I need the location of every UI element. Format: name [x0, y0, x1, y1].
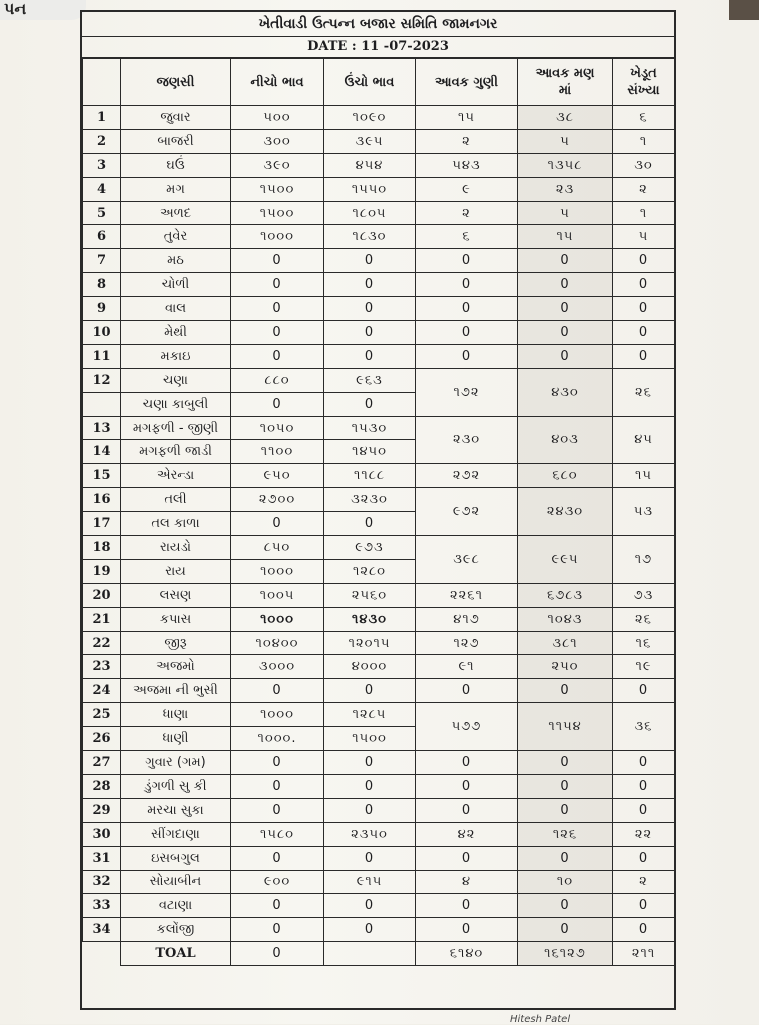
min-price: 0 — [231, 751, 324, 775]
total-arrival-maund: ૧૬૧૨૭ — [518, 942, 613, 966]
max-price: ૩૨૩૦ — [324, 488, 416, 512]
max-price: ૧૨૮૦ — [324, 559, 416, 583]
arrival-bags: 0 — [416, 894, 518, 918]
row-number: 10 — [83, 321, 121, 345]
row-number: 9 — [83, 297, 121, 321]
farmer-count: 0 — [613, 321, 675, 345]
min-price: 0 — [231, 321, 324, 345]
commodity-name: ચણા — [121, 368, 231, 392]
min-price: 0 — [231, 774, 324, 798]
arrival-bags: ૫૭૭ — [416, 703, 518, 751]
arrival-maund: 0 — [518, 894, 613, 918]
table-row — [83, 344, 675, 368]
commodity-name: મકાઇ — [121, 344, 231, 368]
farmer-count: 0 — [613, 918, 675, 942]
min-price: ૧૫૮૦ — [231, 822, 324, 846]
table-row — [83, 774, 675, 798]
row-number: 2 — [83, 129, 121, 153]
min-price: ૩૯૦ — [231, 153, 324, 177]
table-row — [83, 536, 675, 560]
row-number: 22 — [83, 631, 121, 655]
arrival-maund: 0 — [518, 321, 613, 345]
max-price: ૧૨૦૧૫ — [324, 631, 416, 655]
row-number: 28 — [83, 774, 121, 798]
row-number: 23 — [83, 655, 121, 679]
row-number: 24 — [83, 679, 121, 703]
min-price: ૧૦૦૦ — [231, 607, 324, 631]
max-price: ૩૯૫ — [324, 129, 416, 153]
max-price: 0 — [324, 249, 416, 273]
min-price: 0 — [231, 392, 324, 416]
table-row — [83, 703, 675, 727]
commodity-name: ડુંગળી સુ કી — [121, 774, 231, 798]
min-price: ૧૧૦૦ — [231, 440, 324, 464]
max-price: 0 — [324, 894, 416, 918]
farmer-count: 0 — [613, 344, 675, 368]
farmer-count: ૨૬ — [613, 368, 675, 416]
commodity-name: રાયડો — [121, 536, 231, 560]
farmers-header — [613, 59, 675, 106]
arrival-maund: ૯૯૫ — [518, 536, 613, 584]
arrival-bags: 0 — [416, 846, 518, 870]
arrival-maund: ૬૭૮૩ — [518, 583, 613, 607]
arrival-maund: 0 — [518, 846, 613, 870]
min-price: ૨૭૦૦ — [231, 488, 324, 512]
min-price: ૧૦૦૫ — [231, 583, 324, 607]
arrival-maund: 0 — [518, 273, 613, 297]
row-number: 25 — [83, 703, 121, 727]
row-number: 20 — [83, 583, 121, 607]
arrival-maund: ૩૮ — [518, 106, 613, 130]
row-number: 18 — [83, 536, 121, 560]
min-price: 0 — [231, 273, 324, 297]
min-price: ૧૦૦૦ — [231, 559, 324, 583]
max-price: 0 — [324, 344, 416, 368]
farmers-header-line2: સંખ્યા — [627, 83, 660, 98]
row-number: 31 — [83, 846, 121, 870]
total-max-price — [324, 942, 416, 966]
arrival-maund: ૫ — [518, 129, 613, 153]
arrival-bags: ૫૪૩ — [416, 153, 518, 177]
commodity-name: બાજરી — [121, 129, 231, 153]
table-row — [83, 249, 675, 273]
commodity-name: સીંગદાણા — [121, 822, 231, 846]
farmer-count: ૫ — [613, 225, 675, 249]
row-number: 32 — [83, 870, 121, 894]
arrival-bags: 0 — [416, 918, 518, 942]
min-price: 0 — [231, 344, 324, 368]
table-row — [83, 751, 675, 775]
row-number: 33 — [83, 894, 121, 918]
arrival-maund: 0 — [518, 249, 613, 273]
table-row — [83, 488, 675, 512]
min-price: ૧૦૦૦ — [231, 703, 324, 727]
table-row — [83, 416, 675, 440]
arrival-maund: 0 — [518, 751, 613, 775]
table-row — [83, 870, 675, 894]
commodity-name: સોયાબીન — [121, 870, 231, 894]
max-price: 0 — [324, 392, 416, 416]
min-price: 0 — [231, 249, 324, 273]
row-number: 11 — [83, 344, 121, 368]
max-price: ૧૮૦૫ — [324, 201, 416, 225]
min-price-header: નીચો ભાવ — [231, 59, 324, 106]
arrival-maund: ૩૮૧ — [518, 631, 613, 655]
commodity-name: એરન્ડા — [121, 464, 231, 488]
arrival-maund: 0 — [518, 344, 613, 368]
arrival-maund: 0 — [518, 679, 613, 703]
farmers-header-line1: ખેડૂત — [630, 66, 657, 81]
arrival-maund: 0 — [518, 918, 613, 942]
arrival-maund: 0 — [518, 798, 613, 822]
row-number: 34 — [83, 918, 121, 942]
commodity-name: કપાસ — [121, 607, 231, 631]
farmer-count: 0 — [613, 297, 675, 321]
max-price: ૧૫૫૦ — [324, 177, 416, 201]
table-row — [83, 798, 675, 822]
row-number: 15 — [83, 464, 121, 488]
row-number: 13 — [83, 416, 121, 440]
arrival-maund: ૨૫૦ — [518, 655, 613, 679]
commodity-name: જુવાર — [121, 106, 231, 130]
farmer-count: 0 — [613, 894, 675, 918]
max-price: 0 — [324, 846, 416, 870]
arrival-bags: ૯ — [416, 177, 518, 201]
row-number: 21 — [83, 607, 121, 631]
min-price: 0 — [231, 512, 324, 536]
arrival-maund: ૫ — [518, 201, 613, 225]
arrival-bags: ૨૨૬૧ — [416, 583, 518, 607]
max-price: ૯૧૫ — [324, 870, 416, 894]
arrival-bags: ૯૭૨ — [416, 488, 518, 536]
table-row — [83, 583, 675, 607]
commodity-name: તલી — [121, 488, 231, 512]
farmer-count: ૧ — [613, 129, 675, 153]
total-farmer-count: ૨૧૧ — [613, 942, 675, 966]
commodity-name: અજમો — [121, 655, 231, 679]
commodity-name: ઘઉં — [121, 153, 231, 177]
arrival-maund: 0 — [518, 774, 613, 798]
min-price: ૧૫૦૦ — [231, 177, 324, 201]
commodity-name: વાલ — [121, 297, 231, 321]
arrival-bags: 0 — [416, 344, 518, 368]
commodity-name: મરચા સુકા — [121, 798, 231, 822]
table-row — [83, 129, 675, 153]
farmer-count: 0 — [613, 679, 675, 703]
farmer-count: ૧૭ — [613, 536, 675, 584]
max-price: ૨૫૬૦ — [324, 583, 416, 607]
total-row — [83, 942, 675, 966]
arrival-maund: ૧૦૪૩ — [518, 607, 613, 631]
arrival-maund: ૬૮૦ — [518, 464, 613, 488]
report-date: DATE : 11 -07-2023 — [82, 37, 674, 58]
table-row — [83, 177, 675, 201]
max-price: 0 — [324, 679, 416, 703]
commodity-name: તલ કાળા — [121, 512, 231, 536]
table-row — [83, 918, 675, 942]
max-price: 0 — [324, 512, 416, 536]
arrival-bags: ૪૨ — [416, 822, 518, 846]
commodity-name: જીરૂ — [121, 631, 231, 655]
commodity-name: મગફળી જાડી — [121, 440, 231, 464]
row-number: 26 — [83, 727, 121, 751]
arrival-maund: ૪૦૩ — [518, 416, 613, 464]
max-price: 0 — [324, 751, 416, 775]
max-price: 0 — [324, 321, 416, 345]
min-price: 0 — [231, 918, 324, 942]
table-row — [83, 368, 675, 392]
arrival-bags: 0 — [416, 774, 518, 798]
table-row — [83, 655, 675, 679]
farmer-count: 0 — [613, 273, 675, 297]
min-price: ૧૫૦૦ — [231, 201, 324, 225]
arrival-bags: ૨ — [416, 129, 518, 153]
table-row — [83, 894, 675, 918]
table-row — [83, 297, 675, 321]
min-price: 0 — [231, 846, 324, 870]
total-label: TOAL — [121, 942, 231, 966]
arrival-bags: ૬ — [416, 225, 518, 249]
max-price: ૧૨૮૫ — [324, 703, 416, 727]
max-price: ૪૦૦૦ — [324, 655, 416, 679]
min-price: 0 — [231, 679, 324, 703]
commodity-name: મગ — [121, 177, 231, 201]
total-blank — [83, 942, 121, 966]
farmer-count: ૧૫ — [613, 464, 675, 488]
arrival-bags: 0 — [416, 751, 518, 775]
row-number: 5 — [83, 201, 121, 225]
table-row — [83, 201, 675, 225]
row-number: 30 — [83, 822, 121, 846]
max-price: ૨૩૫૦ — [324, 822, 416, 846]
arrival-bags: ૨૩૦ — [416, 416, 518, 464]
table-row — [83, 225, 675, 249]
max-price: ૧૫૦૦ — [324, 727, 416, 751]
row-number: 19 — [83, 559, 121, 583]
arrival-maund-header — [518, 59, 613, 106]
commodity-name: અળદ — [121, 201, 231, 225]
commodity-header: જણસી — [121, 59, 231, 106]
max-price-header: ઉંચો ભાવ — [324, 59, 416, 106]
arrival-bags: 0 — [416, 679, 518, 703]
commodity-name: મેથી — [121, 321, 231, 345]
min-price: 0 — [231, 297, 324, 321]
arrival-bags: 0 — [416, 297, 518, 321]
farmer-count: ૩૦ — [613, 153, 675, 177]
table-row — [83, 464, 675, 488]
row-number: 12 — [83, 368, 121, 392]
arrival-maund-header-line1: આવક મણ — [535, 66, 595, 81]
max-price: 0 — [324, 273, 416, 297]
commodity-name: ધાણા — [121, 703, 231, 727]
farmer-count: ૨ — [613, 870, 675, 894]
commodity-name: ચોળી — [121, 273, 231, 297]
arrival-maund: ૪૩૦ — [518, 368, 613, 416]
min-price: ૧૦૪૦૦ — [231, 631, 324, 655]
commodity-name: ઇસબગુલ — [121, 846, 231, 870]
farmer-count: ૨ — [613, 177, 675, 201]
min-price: ૧૦૦૦. — [231, 727, 324, 751]
min-price: 0 — [231, 798, 324, 822]
arrival-bags-header: આવક ગુણી — [416, 59, 518, 106]
max-price: ૯૬૩ — [324, 368, 416, 392]
row-number: 27 — [83, 751, 121, 775]
arrival-maund-header-line2: માં — [558, 83, 572, 98]
farmer-count: ૧૬ — [613, 631, 675, 655]
table-row — [83, 822, 675, 846]
commodity-name: તુવેર — [121, 225, 231, 249]
table-row — [83, 321, 675, 345]
arrival-bags: 0 — [416, 798, 518, 822]
min-price: ૯૦૦ — [231, 870, 324, 894]
total-min-price: 0 — [231, 942, 324, 966]
price-sheet — [80, 10, 676, 1010]
commodity-name: મઠ — [121, 249, 231, 273]
table-row — [83, 607, 675, 631]
commodity-name: ગુવાર (ગમ) — [121, 751, 231, 775]
table-row — [83, 273, 675, 297]
commodity-name: મગફળી - જીણી — [121, 416, 231, 440]
arrival-bags: ૨ — [416, 201, 518, 225]
arrival-maund: ૨૩ — [518, 177, 613, 201]
farmer-count: ૩૬ — [613, 703, 675, 751]
farmer-count: ૧૯ — [613, 655, 675, 679]
farmer-count: ૨૨ — [613, 822, 675, 846]
row-number: 8 — [83, 273, 121, 297]
serial-header — [83, 59, 121, 106]
min-price: ૧૦૫૦ — [231, 416, 324, 440]
max-price: ૧૪૫૦ — [324, 440, 416, 464]
farmer-count: 0 — [613, 774, 675, 798]
commodity-name: રાય — [121, 559, 231, 583]
row-number: 3 — [83, 153, 121, 177]
farmer-count: 0 — [613, 846, 675, 870]
commodity-name: કલોંજી — [121, 918, 231, 942]
farmer-count: 0 — [613, 249, 675, 273]
arrival-bags: ૧૭૨ — [416, 368, 518, 416]
farmer-count: ૬ — [613, 106, 675, 130]
arrival-maund: ૧૫ — [518, 225, 613, 249]
commodity-name: ચણા કાબુલી — [121, 392, 231, 416]
arrival-maund: ૧૦ — [518, 870, 613, 894]
max-price: 0 — [324, 774, 416, 798]
max-price: ૧૮૩૦ — [324, 225, 416, 249]
arrival-bags: ૪૧૭ — [416, 607, 518, 631]
arrival-maund: ૧૩૫૮ — [518, 153, 613, 177]
arrival-maund: ૧૧૫૪ — [518, 703, 613, 751]
table-header-row — [83, 59, 675, 106]
commodity-name: વટાણા — [121, 894, 231, 918]
table-row — [83, 153, 675, 177]
row-number: 7 — [83, 249, 121, 273]
arrival-bags: ૩૯૮ — [416, 536, 518, 584]
market-committee-title: ખેતીવાડી ઉત્પન્ન બજાર સમિતિ જામનગર — [82, 12, 674, 37]
total-arrival-bags: ૬૧૪૦ — [416, 942, 518, 966]
arrival-bags: 0 — [416, 249, 518, 273]
table-row — [83, 631, 675, 655]
arrival-bags: ૧૫ — [416, 106, 518, 130]
arrival-maund: 0 — [518, 297, 613, 321]
commodity-name: લસણ — [121, 583, 231, 607]
commodity-name: ધાણી — [121, 727, 231, 751]
max-price: 0 — [324, 918, 416, 942]
min-price: ૩૦૦૦ — [231, 655, 324, 679]
corner-fragment-text: પન — [0, 0, 86, 20]
min-price: ૯૫૦ — [231, 464, 324, 488]
min-price: ૩૦૦ — [231, 129, 324, 153]
commodity-name: અજમા ની ભુસી — [121, 679, 231, 703]
max-price: 0 — [324, 798, 416, 822]
max-price: ૧૪૩૦ — [324, 607, 416, 631]
farmer-count: ૨૬ — [613, 607, 675, 631]
table-row — [83, 679, 675, 703]
farmer-count: ૧ — [613, 201, 675, 225]
farmer-count: ૭૩ — [613, 583, 675, 607]
table-row — [83, 846, 675, 870]
signature-text: Hitesh Patel — [510, 1014, 571, 1025]
row-number: 29 — [83, 798, 121, 822]
row-number: 16 — [83, 488, 121, 512]
min-price: ૫૦૦ — [231, 106, 324, 130]
min-price: 0 — [231, 894, 324, 918]
row-number: 1 — [83, 106, 121, 130]
max-price: ૧૧૮૮ — [324, 464, 416, 488]
max-price: 0 — [324, 297, 416, 321]
arrival-bags: ૨૭૨ — [416, 464, 518, 488]
min-price: ૮૫૦ — [231, 536, 324, 560]
min-price: ૧૦૦૦ — [231, 225, 324, 249]
max-price: ૧૦૯૦ — [324, 106, 416, 130]
row-number: 6 — [83, 225, 121, 249]
arrival-bags: ૪ — [416, 870, 518, 894]
row-number: 14 — [83, 440, 121, 464]
arrival-bags: ૯૧ — [416, 655, 518, 679]
farmer-count: ૫૩ — [613, 488, 675, 536]
max-price: ૪૫૪ — [324, 153, 416, 177]
row-number: 4 — [83, 177, 121, 201]
farmer-count: 0 — [613, 751, 675, 775]
commodity-price-table — [82, 58, 675, 966]
arrival-maund: ૧૨૬ — [518, 822, 613, 846]
arrival-bags: ૧૨૭ — [416, 631, 518, 655]
arrival-bags: 0 — [416, 273, 518, 297]
table-row — [83, 106, 675, 130]
row-number — [83, 392, 121, 416]
corner-shadow — [729, 0, 759, 20]
table-body — [83, 106, 675, 966]
arrival-bags: 0 — [416, 321, 518, 345]
arrival-maund: ૨૪૩૦ — [518, 488, 613, 536]
row-number: 17 — [83, 512, 121, 536]
max-price: ૧૫૩૦ — [324, 416, 416, 440]
min-price: ૮૮૦ — [231, 368, 324, 392]
farmer-count: 0 — [613, 798, 675, 822]
farmer-count: ૪૫ — [613, 416, 675, 464]
max-price: ૯૭૩ — [324, 536, 416, 560]
